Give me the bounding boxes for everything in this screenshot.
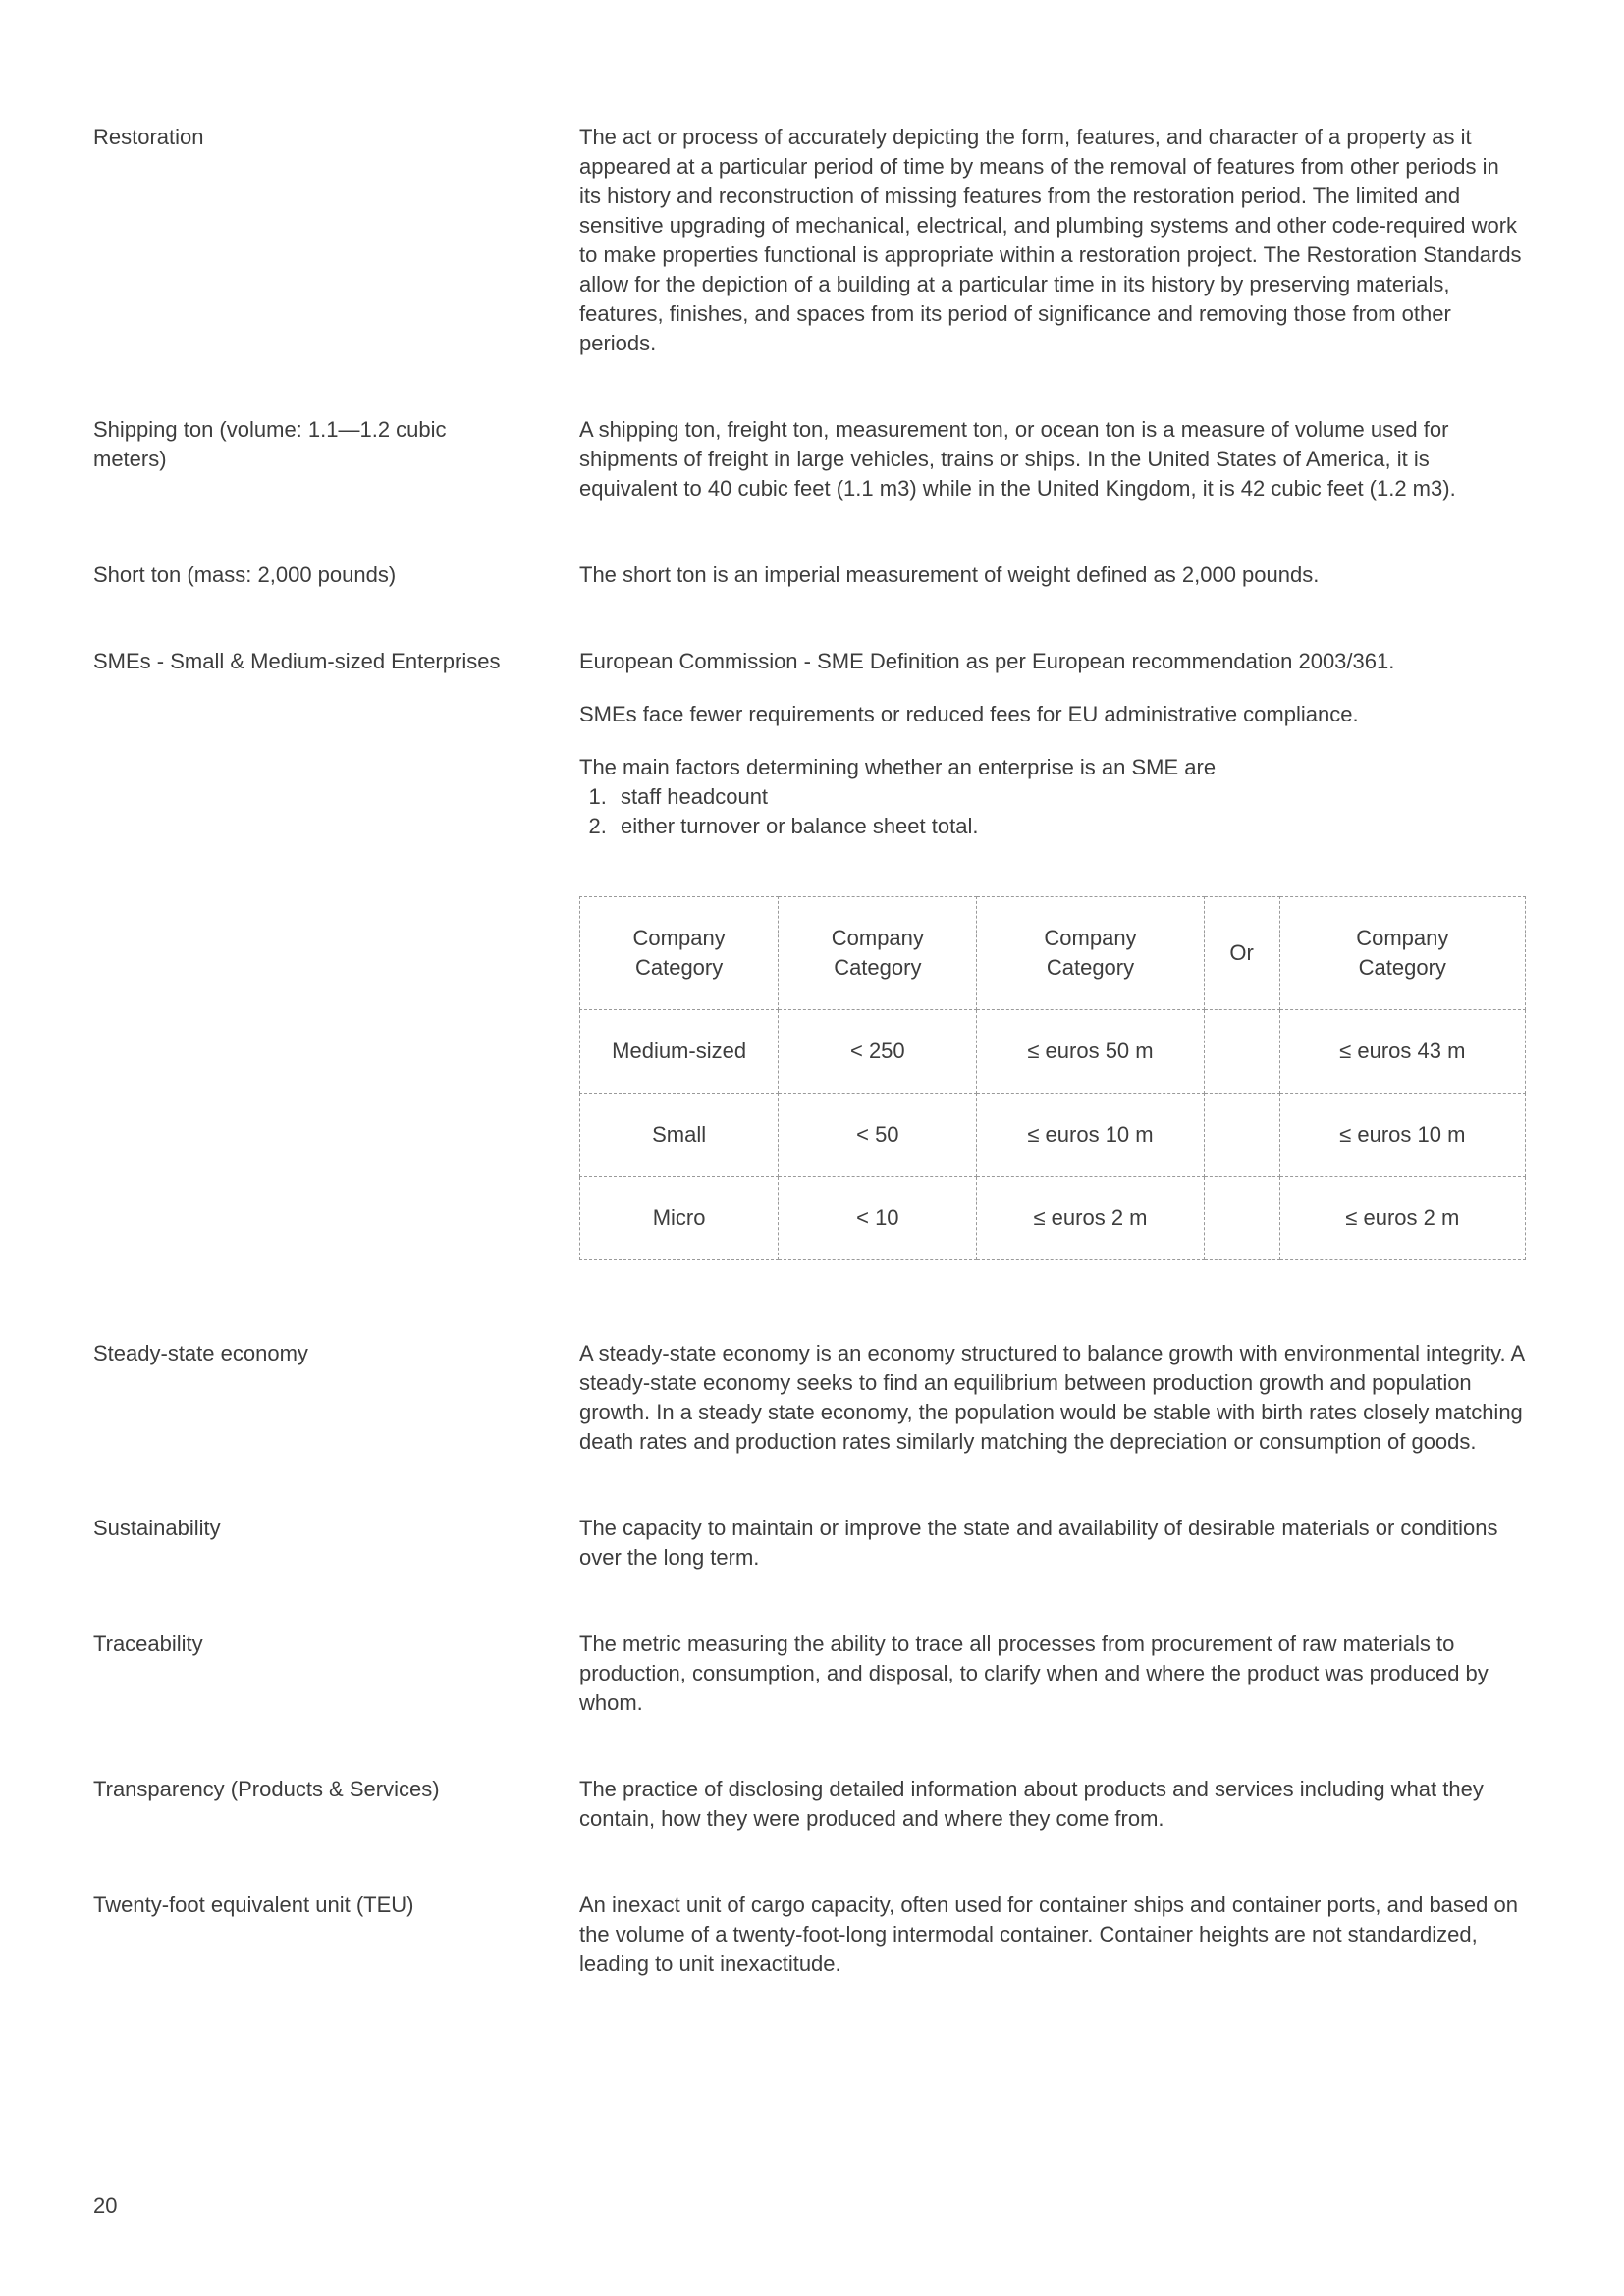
table-cell	[1204, 1094, 1279, 1177]
glossary-entry	[93, 1629, 1526, 1718]
table-cell: < 250	[779, 1010, 977, 1094]
table-cell: Medium-sized	[580, 1010, 779, 1094]
list-item: 1. staff headcount	[613, 782, 1526, 812]
sme-factor-list	[579, 782, 1526, 841]
table-header-cell: Company Category	[580, 897, 779, 1010]
table-row	[580, 1177, 1526, 1260]
glossary-definition	[579, 647, 1526, 1260]
glossary-definition	[579, 1514, 1526, 1573]
glossary-term: SMEs - Small & Medium-sized Enterprises	[93, 649, 501, 673]
page-number: 20	[93, 2193, 118, 2217]
definition-paragraph: The practice of disclosing detailed information about products and services including what they contain, how they were produced and where they come from.	[579, 1777, 1484, 1831]
table-cell: ≤ euros 2 m	[1279, 1177, 1525, 1260]
glossary-definition	[579, 415, 1526, 504]
glossary-term: Transparency (Products & Services)	[93, 1777, 440, 1801]
definition-paragraph: The short ton is an imperial measurement of weight defined as 2,000 pounds.	[579, 562, 1320, 587]
table-cell: ≤ euros 2 m	[977, 1177, 1204, 1260]
glossary-entry	[93, 415, 1526, 504]
table-cell: ≤ euros 10 m	[1279, 1094, 1525, 1177]
table-cell: ≤ euros 10 m	[977, 1094, 1204, 1177]
glossary-entry	[93, 123, 1526, 358]
glossary-definition	[579, 1891, 1526, 1979]
glossary-entry	[93, 1339, 1526, 1457]
table-row	[580, 1010, 1526, 1094]
glossary-term: Sustainability	[93, 1516, 221, 1540]
definition-paragraph: The metric measuring the ability to trace all processes from procurement of raw materials to production, consumption, and disposal, to clarify when and where the product was produced by whom.	[579, 1631, 1489, 1715]
table-cell	[1204, 1010, 1279, 1094]
table-header-row	[580, 897, 1526, 1010]
glossary-term: Twenty-foot equivalent unit (TEU)	[93, 1893, 414, 1917]
table-cell: Small	[580, 1094, 779, 1177]
sme-table-container	[579, 896, 1526, 1260]
glossary-term: Restoration	[93, 125, 204, 149]
table-cell	[1204, 1177, 1279, 1260]
glossary-entry-sme	[93, 647, 1526, 1260]
table-header-cell: Company Category	[779, 897, 977, 1010]
definition-paragraph: European Commission - SME Definition as per European recommendation 2003/361.	[579, 649, 1395, 673]
glossary-term: Steady-state economy	[93, 1341, 308, 1365]
table-row	[580, 1094, 1526, 1177]
definition-paragraph: A shipping ton, freight ton, measurement ton, or ocean ton is a measure of volume used for shipments of freight in large vehicles, trains or ships. In the United States of America, it is equivalent to 40 cubic feet (1.1 m3) while in the United Kingdom, it is 42 cubic feet (1.2 m3).	[579, 417, 1456, 501]
table-cell: ≤ euros 50 m	[977, 1010, 1204, 1094]
table-header-cell: Or	[1204, 897, 1279, 1010]
glossary-definition	[579, 1775, 1526, 1834]
table-header-cell: Company Category	[977, 897, 1204, 1010]
definition-paragraph: A steady-state economy is an economy structured to balance growth with environmental integrity. A steady-state economy seeks to find an equilibrium between production growth and population growth. In a steady state economy, the population would be stable with birth rates closely matching death rates and production rates similarly matching the depreciation or consumption of goods.	[579, 1341, 1524, 1454]
list-item: 2. either turnover or balance sheet total.	[613, 812, 1526, 841]
table-cell: < 10	[779, 1177, 977, 1260]
glossary-term: Short ton (mass: 2,000 pounds)	[93, 562, 397, 587]
definition-paragraph: An inexact unit of cargo capacity, often used for container ships and container ports, and based on the volume of a twenty-foot-long intermodal container. Container heights are not standardized, leading to unit inexactitude.	[579, 1893, 1518, 1976]
sme-definition-table	[579, 896, 1526, 1260]
glossary-entry	[93, 561, 1526, 590]
glossary-entry	[93, 1775, 1526, 1834]
glossary-entry	[93, 1514, 1526, 1573]
glossary-definition	[579, 123, 1526, 358]
definition-paragraph: The main factors determining whether an enterprise is an SME are	[579, 755, 1217, 779]
definition-paragraph: The act or process of accurately depicting the form, features, and character of a property as it appeared at a particular period of time by means of the removal of features from other periods in its history and reconstruction of missing features from the restoration period. The limited and sensitive upgrading of mechanical, electrical, and plumbing systems and other code-required work to make properties functional is appropriate within a restoration project. The Restoration Standards allow for the depiction of a building at a particular time in its history by preserving materials, features, finishes, and spaces from its period of significance and removing those from other periods.	[579, 125, 1522, 355]
glossary-definition	[579, 1629, 1526, 1718]
definition-paragraph: The capacity to maintain or improve the state and availability of desirable materials or conditions over the long term.	[579, 1516, 1498, 1570]
glossary-definition	[579, 561, 1526, 590]
table-cell: Micro	[580, 1177, 779, 1260]
glossary-entry	[93, 1891, 1526, 1979]
table-cell: ≤ euros 43 m	[1279, 1010, 1525, 1094]
table-cell: < 50	[779, 1094, 977, 1177]
definition-paragraph: SMEs face fewer requirements or reduced fees for EU administrative compliance.	[579, 702, 1359, 726]
glossary-term: Shipping ton (volume: 1.1—1.2 cubic meters)	[93, 417, 447, 471]
glossary-definition	[579, 1339, 1526, 1457]
glossary-term: Traceability	[93, 1631, 203, 1656]
table-header-cell: Company Category	[1279, 897, 1525, 1010]
